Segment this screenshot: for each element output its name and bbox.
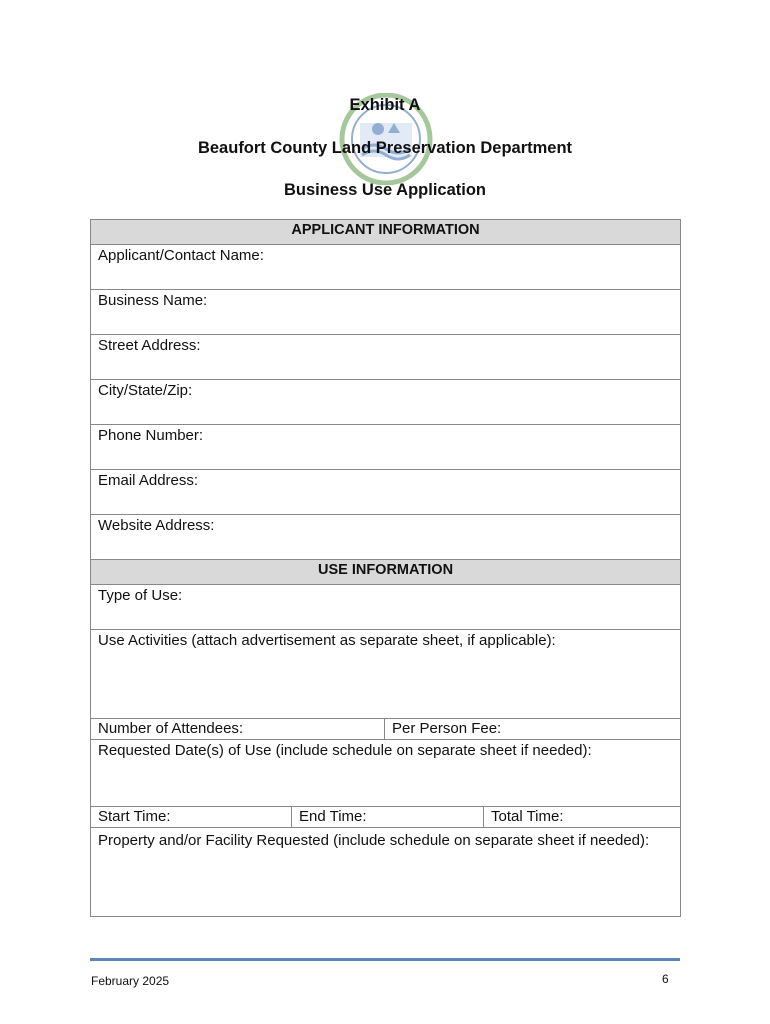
use-information-heading: USE INFORMATION <box>91 560 681 585</box>
requested-dates-field[interactable]: Requested Date(s) of Use (include schedule on separate sheet if needed): <box>91 740 681 807</box>
footer-date: February 2025 <box>91 974 170 988</box>
city-state-zip-field[interactable]: City/State/Zip: <box>91 380 681 425</box>
applicant-contact-name-field[interactable]: Applicant/Contact Name: <box>91 245 681 290</box>
street-address-field[interactable]: Street Address: <box>91 335 681 380</box>
department-name: Beaufort County Land Preservation Department <box>197 139 573 157</box>
page-number: 6 <box>662 972 669 986</box>
footer-divider <box>90 958 680 961</box>
applicant-information-heading: APPLICANT INFORMATION <box>91 220 681 245</box>
number-of-attendees-field[interactable]: Number of Attendees: <box>91 719 385 740</box>
phone-number-field[interactable]: Phone Number: <box>91 425 681 470</box>
business-name-field[interactable]: Business Name: <box>91 290 681 335</box>
end-time-field[interactable]: End Time: <box>292 807 484 828</box>
type-of-use-field[interactable]: Type of Use: <box>91 585 681 630</box>
form-title: Business Use Application <box>283 181 487 199</box>
per-person-fee-field[interactable]: Per Person Fee: <box>385 719 681 740</box>
use-activities-field[interactable]: Use Activities (attach advertisement as separate sheet, if applicable): <box>91 630 681 719</box>
website-address-field[interactable]: Website Address: <box>91 515 681 560</box>
exhibit-label: Exhibit A <box>349 96 421 114</box>
email-address-field[interactable]: Email Address: <box>91 470 681 515</box>
total-time-field[interactable]: Total Time: <box>484 807 681 828</box>
application-form <box>90 219 681 917</box>
property-facility-field[interactable]: Property and/or Facility Requested (include schedule on separate sheet if needed): <box>91 828 681 917</box>
start-time-field[interactable]: Start Time: <box>91 807 292 828</box>
